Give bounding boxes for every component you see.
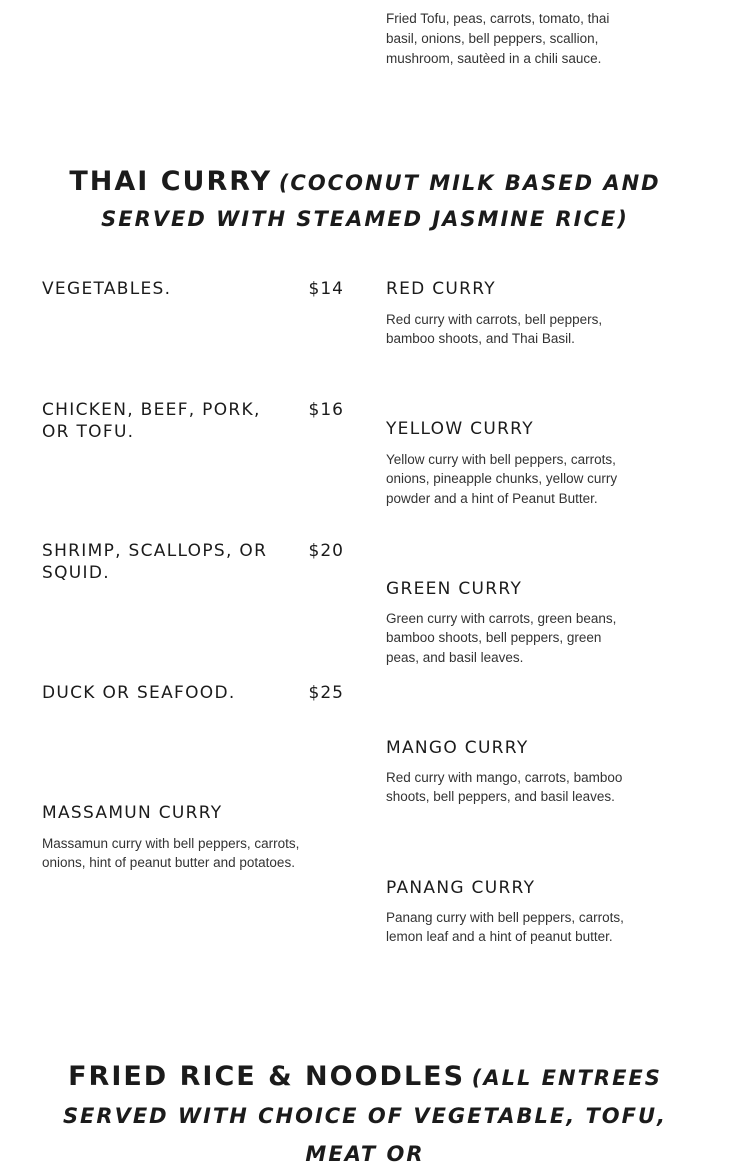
- price-row-label: CHICKEN, BEEF, PORK, OR TOFU.: [42, 400, 261, 442]
- menu-item-massamun-curry: [42, 803, 307, 873]
- fried-rice-heading: [30, 1058, 700, 1173]
- menu-item-title: GREEN CURRY: [386, 579, 523, 599]
- menu-item-description: Red curry with mango, carrots, bamboo shoots, bell peppers, and basil leaves.: [386, 769, 623, 805]
- price-row-label: SHRIMP, SCALLOPS, OR SQUID.: [42, 541, 268, 583]
- thai-curry-note: (COCONUT MILK BASED AND SERVED WITH STEAMED JASMINE RICE): [101, 171, 661, 231]
- top-item-description: Fried Tofu, peas, carrots, tomato, thai basil, onions, bell peppers, scallion, mushroom, sautèed in a chili sauce.: [386, 11, 610, 66]
- fried-rice-note: (ALL ENTREES SERVED WITH CHOICE OF VEGETABLE, TOFU, MEAT OR: [62, 1066, 668, 1166]
- price-row-price: $20: [308, 541, 344, 561]
- menu-item-green-curry: [386, 579, 636, 668]
- menu-item-description: Green curry with carrots, green beans, bamboo shoots, bell peppers, green peas, and basil leaves.: [386, 610, 617, 666]
- thai-curry-title: THAI CURRY: [69, 166, 273, 197]
- price-row-price: $16: [308, 400, 344, 420]
- price-row-price: $25: [308, 683, 344, 703]
- menu-item-description: Panang curry with bell peppers, carrots, lemon leaf and a hint of peanut butter.: [386, 909, 624, 945]
- menu-item-yellow-curry: [386, 419, 636, 509]
- menu-item-panang-curry: [386, 878, 641, 947]
- menu-item-description: Red curry with carrots, bell peppers, bamboo shoots, and Thai Basil.: [386, 311, 603, 347]
- price-row-label: VEGETABLES.: [42, 279, 172, 299]
- price-row-price: $14: [308, 279, 344, 299]
- price-row-label: DUCK OR SEAFOOD.: [42, 683, 236, 703]
- menu-item-title: PANANG CURRY: [386, 878, 536, 898]
- fried-rice-title: FRIED RICE & NOODLES: [68, 1061, 466, 1092]
- menu-item-title: MASSAMUN CURRY: [42, 803, 223, 823]
- thai-curry-heading: [30, 164, 700, 237]
- menu-item-title: RED CURRY: [386, 279, 496, 299]
- menu-item-description: Massamun curry with bell peppers, carrots, onions, hint of peanut butter and potatoes.: [42, 835, 300, 871]
- menu-item-title: YELLOW CURRY: [386, 419, 534, 439]
- menu-item-title: MANGO CURRY: [386, 738, 529, 758]
- menu-item-mango-curry: [386, 738, 636, 807]
- menu-item-red-curry: [386, 279, 636, 349]
- menu-item-description: Yellow curry with bell peppers, carrots, onions, pineapple chunks, yellow curry powder and a hint of Peanut Butter.: [386, 451, 618, 507]
